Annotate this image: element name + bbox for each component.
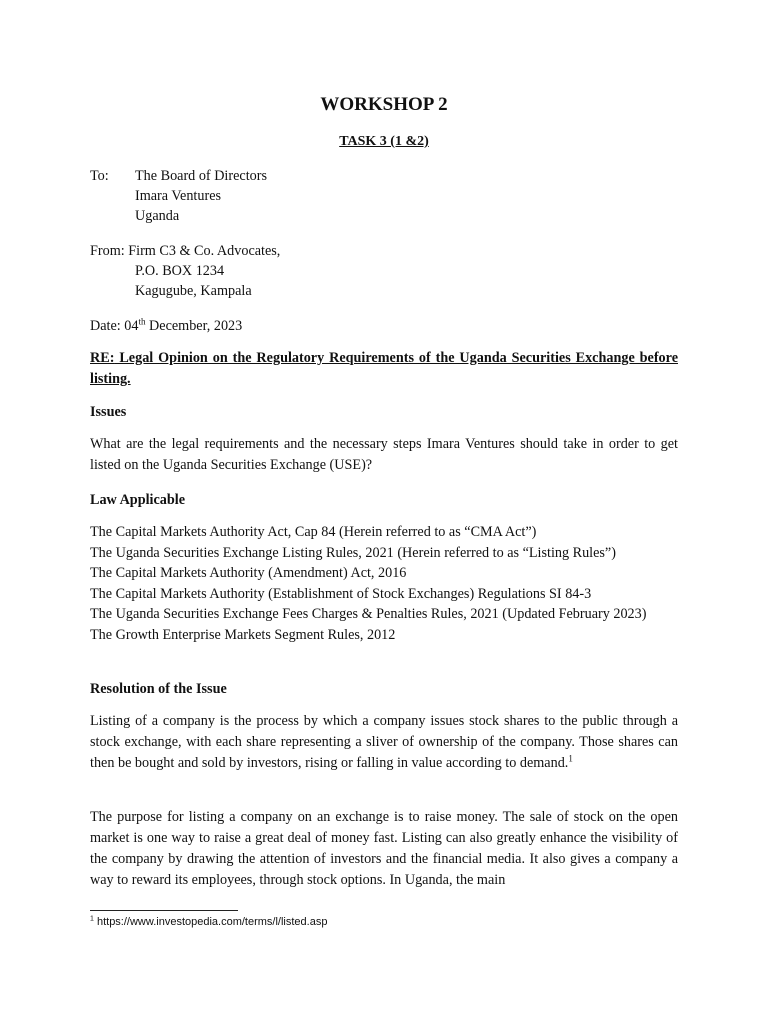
- issues-paragraph: What are the legal requirements and the necessary steps Imara Ventures should take in order to get listed on the Uganda Securities Exchange (USE)?: [90, 436, 678, 473]
- to-block: [90, 166, 267, 226]
- law-heading: Law Applicable: [90, 492, 185, 508]
- law-list: [90, 522, 678, 646]
- law-item: The Growth Enterprise Markets Segment Rules, 2012: [90, 626, 396, 643]
- footnote-number: 1: [90, 915, 94, 923]
- to-label: To:: [90, 168, 109, 184]
- footnote: [90, 914, 327, 930]
- issues-heading: Issues: [90, 404, 127, 420]
- from-block: [90, 241, 280, 301]
- date-suffix: th: [138, 316, 146, 327]
- law-item: The Uganda Securities Exchange Listing Rules, 2021 (Herein referred to as “Listing Rules”): [90, 544, 616, 561]
- law-item: The Capital Markets Authority Act, Cap 84 (Herein referred to as “CMA Act”): [90, 524, 537, 540]
- resolution-heading: Resolution of the Issue: [90, 681, 227, 697]
- from-line-2: P.O. BOX 1234: [135, 263, 225, 279]
- re-line: [90, 348, 678, 390]
- resolution-paragraph-1: [90, 711, 678, 774]
- to-line-3: Uganda: [135, 208, 180, 224]
- date-rest: December, 2023: [145, 318, 243, 334]
- from-line-3: Kagugube, Kampala: [135, 283, 252, 299]
- footnote-link[interactable]: https://www.investopedia.com/terms/l/listed.asp: [93, 916, 328, 928]
- from-label: From:: [90, 243, 125, 259]
- re-label: RE:: [90, 350, 115, 366]
- law-item: The Capital Markets Authority (Amendment) Act, 2016: [90, 565, 407, 582]
- date-prefix: Date: 04: [90, 318, 139, 334]
- to-line-1: The Board of Directors: [135, 168, 267, 184]
- footnote-ref: 1: [568, 753, 573, 764]
- footnote-divider: [90, 910, 238, 911]
- law-item: The Uganda Securities Exchange Fees Charges & Penalties Rules, 2021 (Updated February 2023): [90, 606, 647, 623]
- from-line-1: Firm C3 & Co. Advocates,: [128, 243, 281, 259]
- law-item: The Capital Markets Authority (Establishment of Stock Exchanges) Regulations SI 84-3: [90, 585, 592, 602]
- date-line: [90, 316, 242, 336]
- document-title: WORKSHOP 2: [320, 94, 448, 115]
- resolution-paragraph-2: The purpose for listing a company on an exchange is to raise money. The sale of stock on the open market is one way to raise a great deal of money fast. Listing can also greatly enhance the visibility of the company by drawing the attention of investors and the financial media. It also gives a company a way to reward its employees, through stock options. In Uganda, the main: [90, 809, 678, 888]
- document-subtitle: TASK 3 (1 &2): [339, 134, 429, 149]
- resolution-paragraph-1-text: Listing of a company is the process by which a company issues stock shares to the public through a stock exchange, with each share representing a sliver of ownership of the company. Those shares can then be bought and sold by investors, rising or falling in value according to demand.: [90, 713, 678, 771]
- to-line-2: Imara Ventures: [135, 188, 222, 204]
- re-text: Legal Opinion on the Regulatory Requirements of the Uganda Securities Exchange before listing.: [90, 350, 678, 387]
